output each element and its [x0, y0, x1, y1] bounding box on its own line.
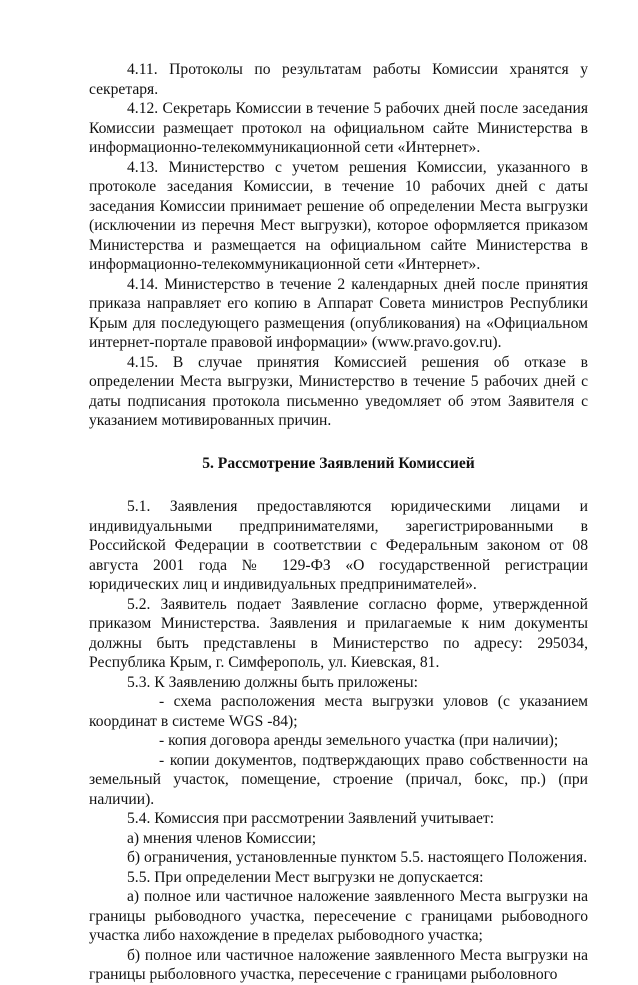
paragraph-4-15: 4.15. В случае принятия Комиссией решения об отказе в определении Места выгрузки, Министерство в течение 5 рабочих дней с даты подписания протокола письменно уведомляет об этом Заявителя с указанием мотивированных причин.	[89, 353, 588, 429]
section-5-heading: 5. Рассмотрение Заявлений Комиссией	[202, 454, 475, 472]
paragraph-4-13: 4.13. Министерство с учетом решения Комиссии, указанного в протоколе заседания Комиссии, в течение 10 рабочих дней с даты заседания Комиссии принимает решение об определении Места выгрузки (исключении из перечня Мест выгрузки), которое оформляется приказом Министерства и размещается на официальном сайте Министерства в информационно-телекоммуникационной сети «Интернет».	[89, 158, 588, 273]
paragraph-5-3: 5.3. К Заявлению должны быть приложены:	[127, 673, 418, 691]
paragraph-4-14: 4.14. Министерство в течение 2 календарных дней после принятия приказа направляет его копию в Аппарат Совета министров Республики Крым для последующего размещения (опубликования) на «Официальном интернет-портале правовой информации» (www.pravo.gov.ru).	[89, 275, 588, 351]
paragraph-5-1: 5.1. Заявления предоставляются юридическими лицами и индивидуальными предпринимателями, зарегистрированными в Российской Федерации в соответствии с Федеральным законом от 08 августа 2001 года № 129-ФЗ «О государственной регистрации юридических лиц и индивидуальных предпринимателей».	[89, 498, 588, 593]
paragraph-4-11: 4.11. Протоколы по результатам работы Комиссии хранятся у секретаря.	[89, 61, 588, 98]
paragraph-5-4: 5.4. Комиссия при рассмотрении Заявлений учитывает:	[127, 810, 495, 827]
list-item-5-5-a: а) полное или частичное наложение заявленного Места выгрузки на границы рыбоводного участка, пересечение с границами рыбоводного участка либо нахождение в пределах рыбоводного участка;	[89, 888, 588, 944]
paragraph-5-2: 5.2. Заявитель подает Заявление согласно форме, утвержденной приказом Министерства. Заявления и прилагаемые к ним документы должны быть представлены в Министерство по адресу: 295034, Республика Крым, г. Симферополь, ул. Киевская, 81.	[89, 595, 588, 671]
paragraph-5-5: 5.5. При определении Мест выгрузки не допускается:	[127, 868, 484, 886]
paragraph-4-12: 4.12. Секретарь Комиссии в течение 5 рабочих дней после заседания Комиссии размещает протокол на официальном сайте Министерства в информационно-телекоммуникационной сети «Интернет».	[89, 100, 588, 156]
list-item-5-4-a: а) мнения членов Комиссии;	[127, 829, 317, 847]
list-item-5-3-b: - копия договора аренды земельного участка (при наличии);	[159, 732, 559, 749]
list-item-5-5-b: б) полное или частичное наложение заявленного Места выгрузки на границы рыболовного участка, пересечение с границами рыболовного	[89, 946, 588, 983]
list-item-5-3-a: - схема расположения места выгрузки уловов (с указанием координат в системе WGS -84);	[89, 693, 588, 730]
list-item-5-4-b: б) ограничения, установленные пунктом 5.5. настоящего Положения.	[127, 849, 588, 866]
list-item-5-3-c: - копии документов, подтверждающих право собственности на земельный участок, помещение, строение (причал, бокс, пр.) (при наличии).	[89, 751, 588, 808]
